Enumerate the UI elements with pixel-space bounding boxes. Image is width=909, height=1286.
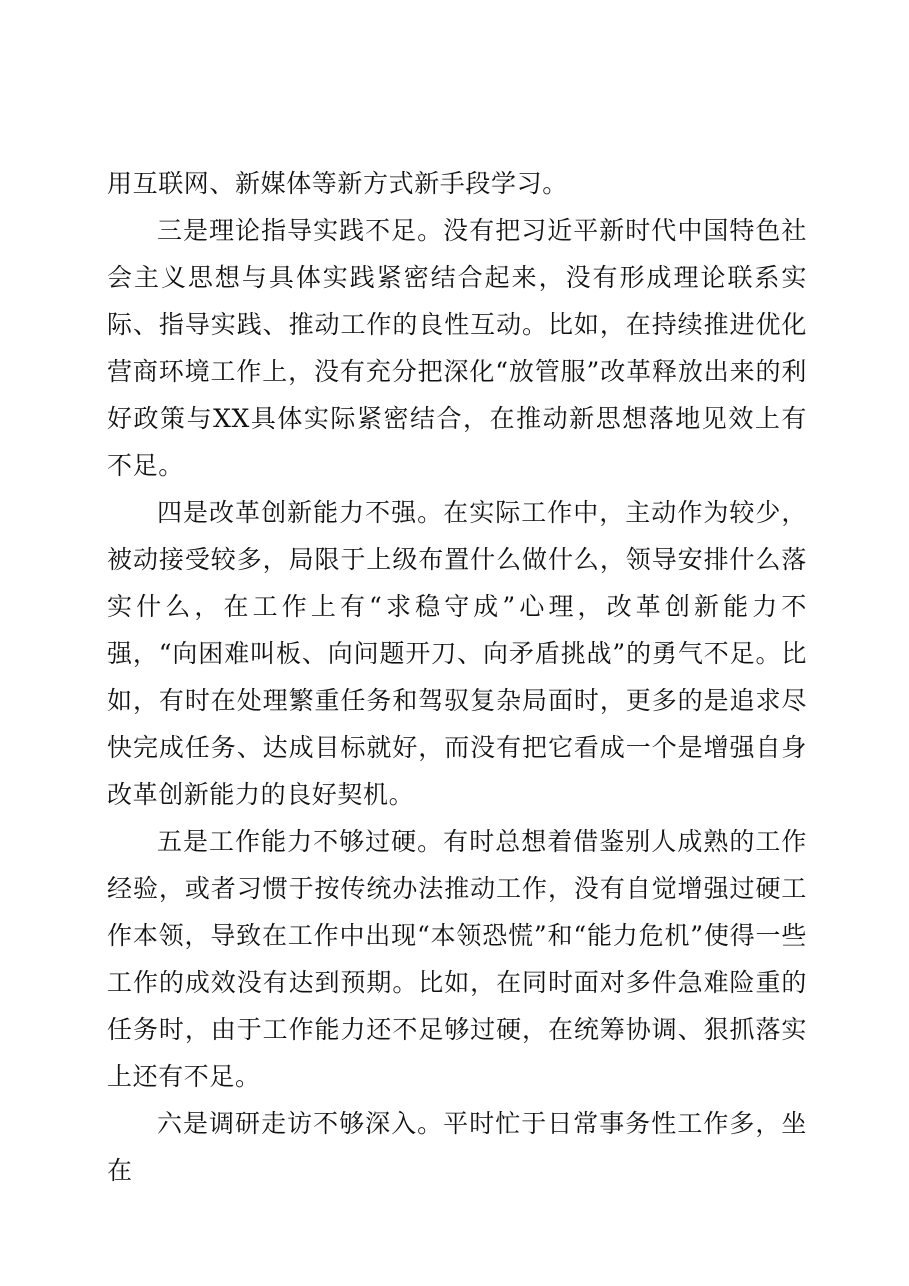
paragraph-work-ability: 五是工作能力不够过硬。有时总想着借鉴别人成熟的工作经验，或者习惯于按传统办法推动工作，没有自觉增强过硬工作本领，导致在工作中出现“本领恐慌”和“能力危机”使得一些工作的成效没有达到预期。比如，在同时面对多件急难险重的任务时，由于工作能力还不足够过硬，在统筹协调、狠抓落实上还有不足。 (107, 827, 807, 1091)
paragraph-continuation: 用互联网、新媒体等新方式新手段学习。 (107, 169, 568, 198)
paragraph-reform-innovation: 四是改革创新能力不强。在实际工作中，主动作为较少，被动接受较多，局限于上级布置什么做什么，领导安排什么落实什么，在工作上有“求稳守成”心理，改革创新能力不强，“向困难叫板、向问题开刀、向矛盾挑战”的勇气不足。比如，有时在处理繁重任务和驾驭复杂局面时，更多的是追求尽快完成任务、达成目标就好，而没有把它看成一个是增强自身改革创新能力的良好契机。 (107, 498, 807, 809)
document-body (107, 160, 807, 1194)
paragraph-theory-practice: 三是理论指导实践不足。没有把习近平新时代中国特色社会主义思想与具体实践紧密结合起来，没有形成理论联系实际、指导实践、推动工作的良性互动。比如，在持续推进优化营商环境工作上，没有充分把深化“放管服”改革释放出来的利好政策与XX具体实际紧密结合，在推动新思想落地见效上有不足。 (107, 216, 807, 480)
paragraph-research-visits: 六是调研走访不够深入。平时忙于日常事务性工作多，坐在 (107, 1109, 807, 1185)
